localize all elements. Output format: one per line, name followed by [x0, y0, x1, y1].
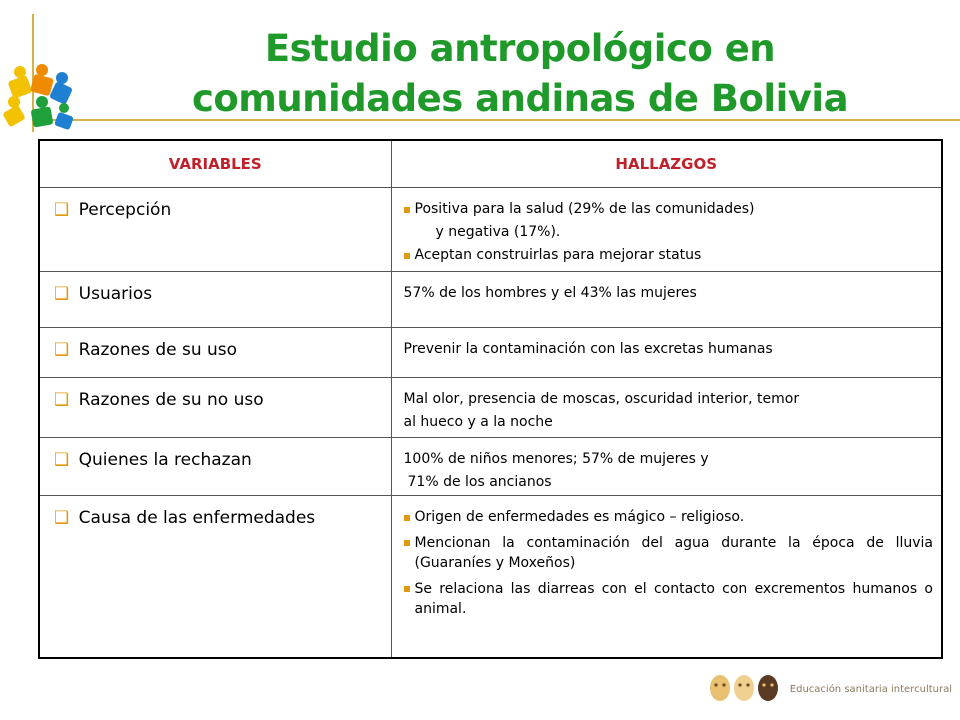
checkbox-bullet-icon: ❑	[54, 284, 70, 304]
checkbox-bullet-icon: ❑	[54, 508, 70, 528]
title-line-2: comunidades andinas de Bolivia	[191, 77, 849, 120]
table-row	[39, 496, 942, 658]
square-bullet-icon	[404, 540, 410, 546]
checkbox-bullet-icon: ❑	[54, 340, 70, 360]
table-row	[39, 328, 942, 378]
finding-text: 100% de niños menores; 57% de mujeres y	[403, 451, 709, 467]
variable-label: Usuarios	[78, 284, 153, 304]
finding-cell	[391, 438, 942, 496]
table-row	[39, 272, 942, 328]
variable-label: Razones de su no uso	[78, 390, 264, 410]
finding-cell	[391, 188, 942, 272]
square-bullet-icon	[404, 586, 410, 592]
finding-text: Mencionan la contaminación del agua durante la época de lluvia (Guaraníes y Moxeños)	[414, 535, 933, 571]
finding-text-continued: 71% de los ancianos	[407, 474, 552, 490]
finding-text-continued: al hueco y a la noche	[403, 414, 553, 430]
finding-text: Aceptan construirlas para mejorar status	[414, 247, 702, 263]
page-title	[140, 24, 900, 124]
table-row	[39, 438, 942, 496]
finding-text: Positiva para la salud (29% de las comunidades)	[414, 201, 755, 217]
title-line-1: Estudio antropológico en	[264, 27, 776, 70]
checkbox-bullet-icon: ❑	[54, 450, 70, 470]
masks-logo	[708, 672, 780, 704]
finding-text: Mal olor, presencia de moscas, oscuridad interior, temor	[403, 391, 800, 407]
finding-cell: 57% de los hombres y el 43% las mujeres	[391, 272, 942, 328]
checkbox-bullet-icon: ❑	[54, 200, 70, 220]
puzzle-people-logo	[2, 60, 78, 136]
finding-cell	[391, 496, 942, 658]
variable-cell	[39, 378, 391, 438]
findings-table	[38, 139, 943, 659]
variable-label: Razones de su uso	[78, 340, 238, 360]
variable-label: Quienes la rechazan	[78, 450, 252, 470]
list-item	[404, 506, 934, 529]
list-item	[404, 533, 934, 573]
square-bullet-icon	[404, 253, 410, 259]
variable-cell	[39, 272, 391, 328]
finding-text: Origen de enfermedades es mágico – religioso.	[414, 509, 745, 525]
list-item	[404, 244, 934, 267]
finding-cell: Prevenir la contaminación con las excretas humanas	[391, 328, 942, 378]
header-variables: VARIABLES	[39, 140, 391, 188]
checkbox-bullet-icon: ❑	[54, 390, 70, 410]
variable-cell	[39, 188, 391, 272]
table-row	[39, 188, 942, 272]
variable-cell	[39, 496, 391, 658]
footer-caption: Educación sanitaria intercultural	[789, 684, 952, 695]
finding-text-continued: y negativa (17%).	[435, 224, 561, 240]
square-bullet-icon	[404, 515, 410, 521]
table-row	[39, 378, 942, 438]
finding-text: Se relaciona las diarreas con el contacto con excrementos humanos o animal.	[414, 581, 933, 617]
list-item	[404, 579, 934, 619]
header-hallazgos: HALLAZGOS	[391, 140, 942, 188]
variable-cell	[39, 438, 391, 496]
table-header-row	[39, 140, 942, 188]
finding-cell	[391, 378, 942, 438]
square-bullet-icon	[404, 207, 410, 213]
list-item	[404, 198, 934, 221]
variable-label: Causa de las enfermedades	[78, 508, 316, 528]
variable-cell	[39, 328, 391, 378]
variable-label: Percepción	[78, 200, 172, 220]
